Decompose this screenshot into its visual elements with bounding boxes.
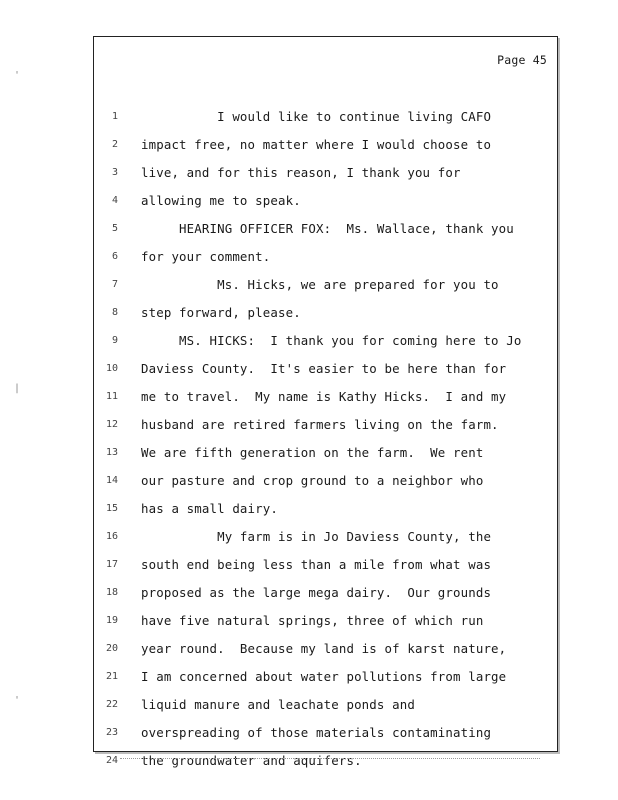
- transcript-line: [94, 610, 557, 632]
- transcript-line: [94, 218, 557, 240]
- margin-mark-top: ': [14, 70, 21, 81]
- line-number: 3: [111, 167, 118, 178]
- line-text: our pasture and crop ground to a neighbor who: [141, 473, 484, 488]
- line-number: 24: [105, 755, 118, 766]
- line-text: MS. HICKS: I thank you for coming here to Jo: [141, 333, 522, 348]
- transcript-line: [94, 498, 557, 520]
- transcript-page: [93, 36, 558, 768]
- scan-edge-artifact: [120, 758, 540, 760]
- transcript-line: [94, 442, 557, 464]
- line-number: 23: [105, 727, 118, 738]
- line-number: 12: [105, 419, 118, 430]
- transcript-line: [94, 190, 557, 212]
- line-text: overspreading of those materials contaminating: [141, 725, 492, 740]
- line-text: husband are retired farmers living on the farm.: [141, 417, 499, 432]
- line-text: south end being less than a mile from what was: [141, 557, 492, 572]
- transcript-line: [94, 302, 557, 324]
- line-text: have five natural springs, three of which run: [141, 613, 484, 628]
- line-number: 22: [105, 699, 118, 710]
- transcript-line: [94, 358, 557, 380]
- line-number: 1: [111, 111, 118, 122]
- transcript-line: [94, 470, 557, 492]
- line-text: has a small dairy.: [141, 501, 278, 516]
- line-number: 10: [105, 363, 118, 374]
- line-number: 9: [111, 335, 118, 346]
- line-number: 8: [111, 307, 118, 318]
- line-number: 4: [111, 195, 118, 206]
- transcript-line: [94, 694, 557, 716]
- line-text: for your comment.: [141, 249, 271, 264]
- page-number: Page 45: [497, 53, 547, 67]
- line-text: HEARING OFFICER FOX: Ms. Wallace, thank you: [141, 221, 514, 236]
- line-number: 21: [105, 671, 118, 682]
- line-number: 20: [105, 643, 118, 654]
- transcript-line: [94, 526, 557, 548]
- line-text: liquid manure and leachate ponds and: [141, 697, 415, 712]
- line-text: me to travel. My name is Kathy Hicks. I and my: [141, 389, 507, 404]
- line-number: 7: [111, 279, 118, 290]
- line-number: 17: [105, 559, 118, 570]
- transcript-line: [94, 386, 557, 408]
- line-number: 6: [111, 251, 118, 262]
- line-text: the groundwater and aquifers.: [141, 753, 362, 768]
- line-number: 13: [105, 447, 118, 458]
- line-text: My farm is in Jo Daviess County, the: [141, 529, 492, 544]
- margin-mark-middle: |: [14, 383, 21, 394]
- transcript-line: [94, 134, 557, 156]
- transcript-line: [94, 750, 557, 772]
- line-number: 18: [105, 587, 118, 598]
- line-text: impact free, no matter where I would choose to: [141, 137, 492, 152]
- line-number: 14: [105, 475, 118, 486]
- transcript-line: [94, 330, 557, 352]
- line-text: proposed as the large mega dairy. Our grounds: [141, 585, 492, 600]
- line-text: step forward, please.: [141, 305, 301, 320]
- line-number: 19: [105, 615, 118, 626]
- transcript-line: [94, 162, 557, 184]
- line-number: 5: [111, 223, 118, 234]
- line-text: year round. Because my land is of karst nature,: [141, 641, 507, 656]
- line-text: Daviess County. It's easier to be here than for: [141, 361, 507, 376]
- transcript-line: [94, 722, 557, 744]
- line-text: We are fifth generation on the farm. We rent: [141, 445, 484, 460]
- transcript-line: [94, 274, 557, 296]
- transcript-line: [94, 638, 557, 660]
- line-number: 15: [105, 503, 118, 514]
- transcript-line: [94, 106, 557, 128]
- line-number: 2: [111, 139, 118, 150]
- transcript-line: [94, 666, 557, 688]
- line-text: live, and for this reason, I thank you for: [141, 165, 461, 180]
- margin-mark-bottom: ': [14, 695, 21, 706]
- line-text: allowing me to speak.: [141, 193, 301, 208]
- transcript-line: [94, 414, 557, 436]
- line-text: Ms. Hicks, we are prepared for you to: [141, 277, 499, 292]
- line-number: 11: [105, 391, 118, 402]
- line-text: I would like to continue living CAFO: [141, 109, 492, 124]
- line-number: 16: [105, 531, 118, 542]
- transcript-line: [94, 554, 557, 576]
- transcript-line: [94, 246, 557, 268]
- line-text: I am concerned about water pollutions from large: [141, 669, 507, 684]
- transcript-line: [94, 582, 557, 604]
